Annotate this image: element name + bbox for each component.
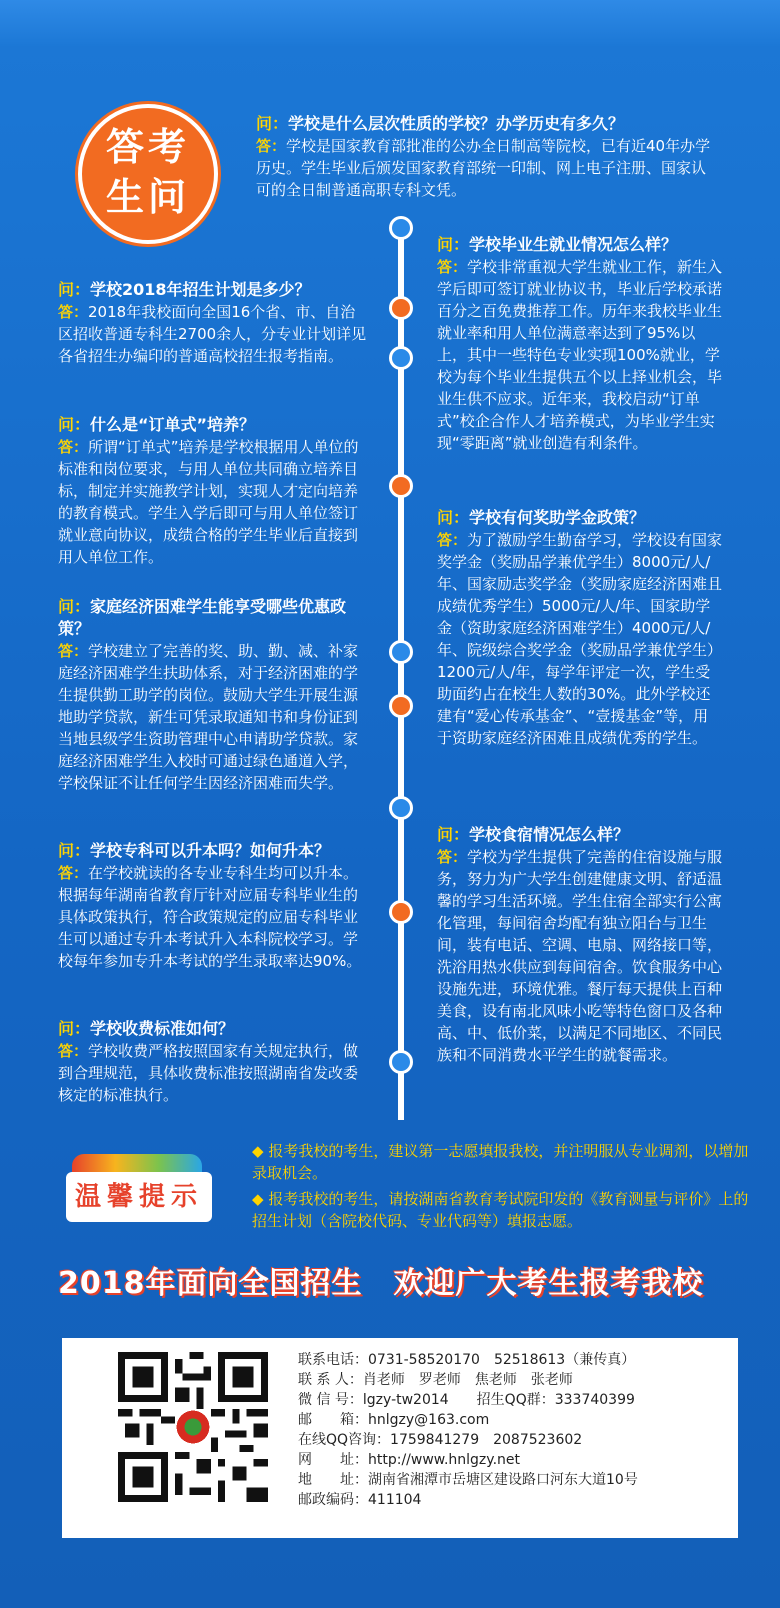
timeline-dot <box>389 694 413 718</box>
question: 学校2018年招生计划是多少？ <box>90 280 311 299</box>
qa-item: 问：学校食宿情况怎么样？ 答：学校为学生提供了完善的住宿设施与服务，努力为广大学生创建健康文明、舒适温馨的学习生活环境。学生住宿全部实行公寓化管理，每间宿舍均配有独立阳台与卫生间，装有电话、空调、电扇、网络接口等，洗浴用热水供应到每间宿舍。饮食服务中心设施先进，环境优雅。餐厅每天提供上百种美食，设有南北风味小吃等特色窗口及各种高、中、低价菜，以满足不同地区、不同民族和不同消费水平学生的就餐需求。 <box>437 825 723 1064</box>
timeline-dot <box>389 346 413 370</box>
contact-phone: 联系电话：0731-58520170 52518613（兼传真） <box>298 1352 636 1368</box>
diamond-icon: ◆ <box>252 1190 269 1208</box>
answer: 为了激励学生勤奋学习，学校设有国家奖学金（奖励品学兼优学生）8000元/人/年、国家励志奖学金（奖励家庭经济困难且成绩优秀学生）5000元/人/年、国家助学金（资助家庭经济困难学生）4000元/人/年、院级综合奖学金（奖励品学兼优学生）1200元/人/年，每学年评定一次，学生受助面约占在校生人数的30%。此外学校还建有“爱心传承基金”、“壹援基金”等，用于资助家庭经济困难且成绩优秀的学生。 <box>437 531 723 747</box>
badge-line2: 生问 <box>105 175 190 219</box>
contact-website[interactable]: 网 址：http://www.hnlgzy.net <box>298 1452 520 1468</box>
timeline-dot <box>389 216 413 240</box>
question: 学校食宿情况怎么样？ <box>469 825 630 844</box>
answer: 学校为学生提供了完善的住宿设施与服务，努力为广大学生创建健康文明、舒适温馨的学习生活环境。学生住宿全部实行公寓化管理，每间宿舍均配有独立阳台与卫生间，装有电话、空调、电扇、网络接口等，洗浴用热水供应到每间宿舍。饮食服务中心设施先进，环境优雅。餐厅每天提供上百种美食，设有南北风味小吃等特色窗口及各种高、中、低价菜，以满足不同地区、不同民族和不同消费水平学生的就餐需求。 <box>437 848 723 1064</box>
qa-item: 问：学校2018年招生计划是多少？ 答：2018年我校面向全国16个省、市、自治区招收普通专科生2700余人，分专业计划详见各省招生办编印的普通高校招生报考指南。 <box>58 280 367 365</box>
timeline-dot <box>389 1050 413 1074</box>
contact-email[interactable]: 邮 箱：hnlgzy@163.com <box>298 1412 490 1428</box>
contact-address: 地 址：湖南省湘潭市岳塘区建设路口河东大道10号 <box>298 1472 638 1488</box>
question: 学校收费标准如何？ <box>90 1019 235 1038</box>
qa-item: 问：学校收费标准如何？ 答：学校收费严格按照国家有关规定执行，做到合理规范，具体收费标准按照湖南省发改委核定的标准执行。 <box>58 1019 359 1104</box>
contact-info <box>298 1350 728 1510</box>
tips-title: 温馨提示 <box>66 1172 212 1222</box>
question: 学校专科可以升本吗？如何升本？ <box>90 841 331 860</box>
answer: 在学校就读的各专业专科生均可以升本。根据每年湖南省教育厅针对应届专科毕业生的具体政策执行，符合政策规定的应届专科毕业生可以通过专升本考试升入本科院校学习。学校每年参加专升本考试的学生录取率达90%。 <box>58 864 362 970</box>
timeline-dot <box>389 796 413 820</box>
qa-item: 问：什么是“订单式”培养？ 答：所谓“订单式”培养是学校根据用人单位的标准和岗位要求，与用人单位共同确立培养目标，制定并实施教学计划，实现人才定向培养的教育模式。学生入学后即可与用人单位签订就业意向协议，成绩合格的学生毕业后直接到用人单位工作。 <box>58 415 359 566</box>
qa-item: 问：学校毕业生就业情况怎么样？ 答：学校非常重视大学生就业工作，新生入学后即可签订就业协议书，毕业后学校承诺百分之百免费推荐工作。历年来我校毕业生就业率和用人单位满意率达到了95%以上，其中一些特色专业实现100%就业，学校为每个毕业生提供五个以上择业机会，毕业生供不应求。近年来，我校启动“订单式”校企合作人才培养模式，为毕业学生实现“零距离”就业创造有利条件。 <box>437 235 723 452</box>
contact-person: 联 系 人：肖老师 罗老师 焦老师 张老师 <box>298 1372 573 1388</box>
qr-code-icon <box>118 1352 268 1502</box>
tip-item: ◆ 报考我校的考生，请按湖南省教育考试院印发的《教育测量与评价》上的招生计划（含院校代码、专业代码等）填报志愿。 <box>252 1190 749 1230</box>
top-band <box>0 0 780 46</box>
answer: 学校收费严格按照国家有关规定执行，做到合理规范，具体收费标准按照湖南省发改委核定的标准执行。 <box>58 1042 359 1104</box>
answer: 学校非常重视大学生就业工作，新生入学后即可签订就业协议书，毕业后学校承诺百分之百免费推荐工作。历年来我校毕业生就业率和用人单位满意率达到了95%以上，其中一些特色专业实现100%就业，学校为每个毕业生提供五个以上择业机会，毕业生供不应求。近年来，我校启动“订单式”校企合作人才培养模式，为毕业学生实现“零距离”就业创造有利条件。 <box>437 258 723 452</box>
diamond-icon: ◆ <box>252 1142 269 1160</box>
timeline-dot <box>389 900 413 924</box>
question: 学校有何奖助学金政策？ <box>469 508 646 527</box>
answer: 所谓“订单式”培养是学校根据用人单位的标准和岗位要求，与用人单位共同确立培养目标，制定并实施教学计划，实现人才定向培养的教育模式。学生入学后即可与用人单位签订就业意向协议，成绩合格的学生毕业后直接到用人单位工作。 <box>58 438 359 566</box>
badge-line1: 答考 <box>105 125 190 169</box>
answer: 2018年我校面向全国16个省、市、自治区招收普通专科生2700余人，分专业计划详见各省招生办编印的普通高校招生报考指南。 <box>58 303 367 365</box>
answer: 学校建立了完善的奖、助、勤、减、补家庭经济困难学生扶助体系，对于经济困难的学生提供勤工助学的岗位。鼓励大学生开展生源地助学贷款，新生可凭录取通知书和身份证到当地县级学生资助管理中心申请助学贷款。家庭经济困难学生入校时可通过绿色通道入学，学校保证不让任何学生因经济困难而失学。 <box>58 642 359 792</box>
recruitment-slogan: 2018年面向全国招生 欢迎广大考生报考我校 <box>58 1266 704 1301</box>
question: 学校毕业生就业情况怎么样？ <box>469 235 678 254</box>
timeline-dot <box>389 296 413 320</box>
tips-badge <box>66 1154 212 1228</box>
answer: 学校是国家教育部批准的公办全日制高等院校，已有近40年办学历史。学生毕业后颁发国家教育部统一印制、网上电子注册、国家认可的全日制普通高职专科文凭。 <box>256 137 711 199</box>
qa-item: 问：家庭经济困难学生能享受哪些优惠政策？ 答：学校建立了完善的奖、助、勤、减、补家庭经济困难学生扶助体系，对于经济困难的学生提供勤工助学的岗位。鼓励大学生开展生源地助学贷款，新生可凭录取通知书和身份证到当地县级学生资助管理中心申请助学贷款。家庭经济困难学生入校时可通过绿色通道入学，学校保证不让任何学生因经济困难而失学。 <box>58 597 359 792</box>
timeline-dot <box>389 474 413 498</box>
question: 什么是“订单式”培养？ <box>90 415 256 434</box>
tips-list <box>252 1140 752 1236</box>
contact-postcode: 邮政编码：411104 <box>298 1492 422 1508</box>
question: 家庭经济困难学生能享受哪些优惠政策？ <box>58 597 347 638</box>
contact-wechat: 微 信 号：lgzy-tw2014 招生QQ群：333740399 <box>298 1392 635 1408</box>
qa-item: 问：学校是什么层次性质的学校？办学历史有多久？ 答：学校是国家教育部批准的公办全日制高等院校，已有近40年办学历史。学生毕业后颁发国家教育部统一印制、网上电子注册、国家认可的全日制普通高职专科文凭。 <box>256 114 711 199</box>
qa-item: 问：学校专科可以升本吗？如何升本？ 答：在学校就读的各专业专科生均可以升本。根据每年湖南省教育厅针对应届专科毕业生的具体政策执行，符合政策规定的应届专科毕业生可以通过专升本考试升入本科院校学习。学校每年参加专升本考试的学生录取率达90%。 <box>58 841 362 970</box>
tip-item: ◆ 报考我校的考生，建议第一志愿填报我校，并注明服从专业调剂，以增加录取机会。 <box>252 1142 749 1182</box>
timeline-line <box>398 238 404 1120</box>
timeline-dot <box>389 640 413 664</box>
qa-item: 问：学校有何奖助学金政策？ 答：为了激励学生勤奋学习，学校设有国家奖学金（奖励品学兼优学生）8000元/人/年、国家励志奖学金（奖励家庭经济困难且成绩优秀学生）5000元/人/年、国家助学金（资助家庭经济困难学生）4000元/人/年、院级综合奖学金（奖励品学兼优学生）1200元/人/年，每学年评定一次，学生受助面约占在校生人数的30%。此外学校还建有“爱心传承基金”、“壹援基金”等，用于资助家庭经济困难且成绩优秀的学生。 <box>437 508 723 747</box>
contact-online-qq: 在线QQ咨询：1759841279 2087523602 <box>298 1432 583 1448</box>
qa-badge <box>78 104 218 244</box>
question: 学校是什么层次性质的学校？办学历史有多久？ <box>288 114 625 133</box>
contact-panel <box>62 1338 738 1538</box>
